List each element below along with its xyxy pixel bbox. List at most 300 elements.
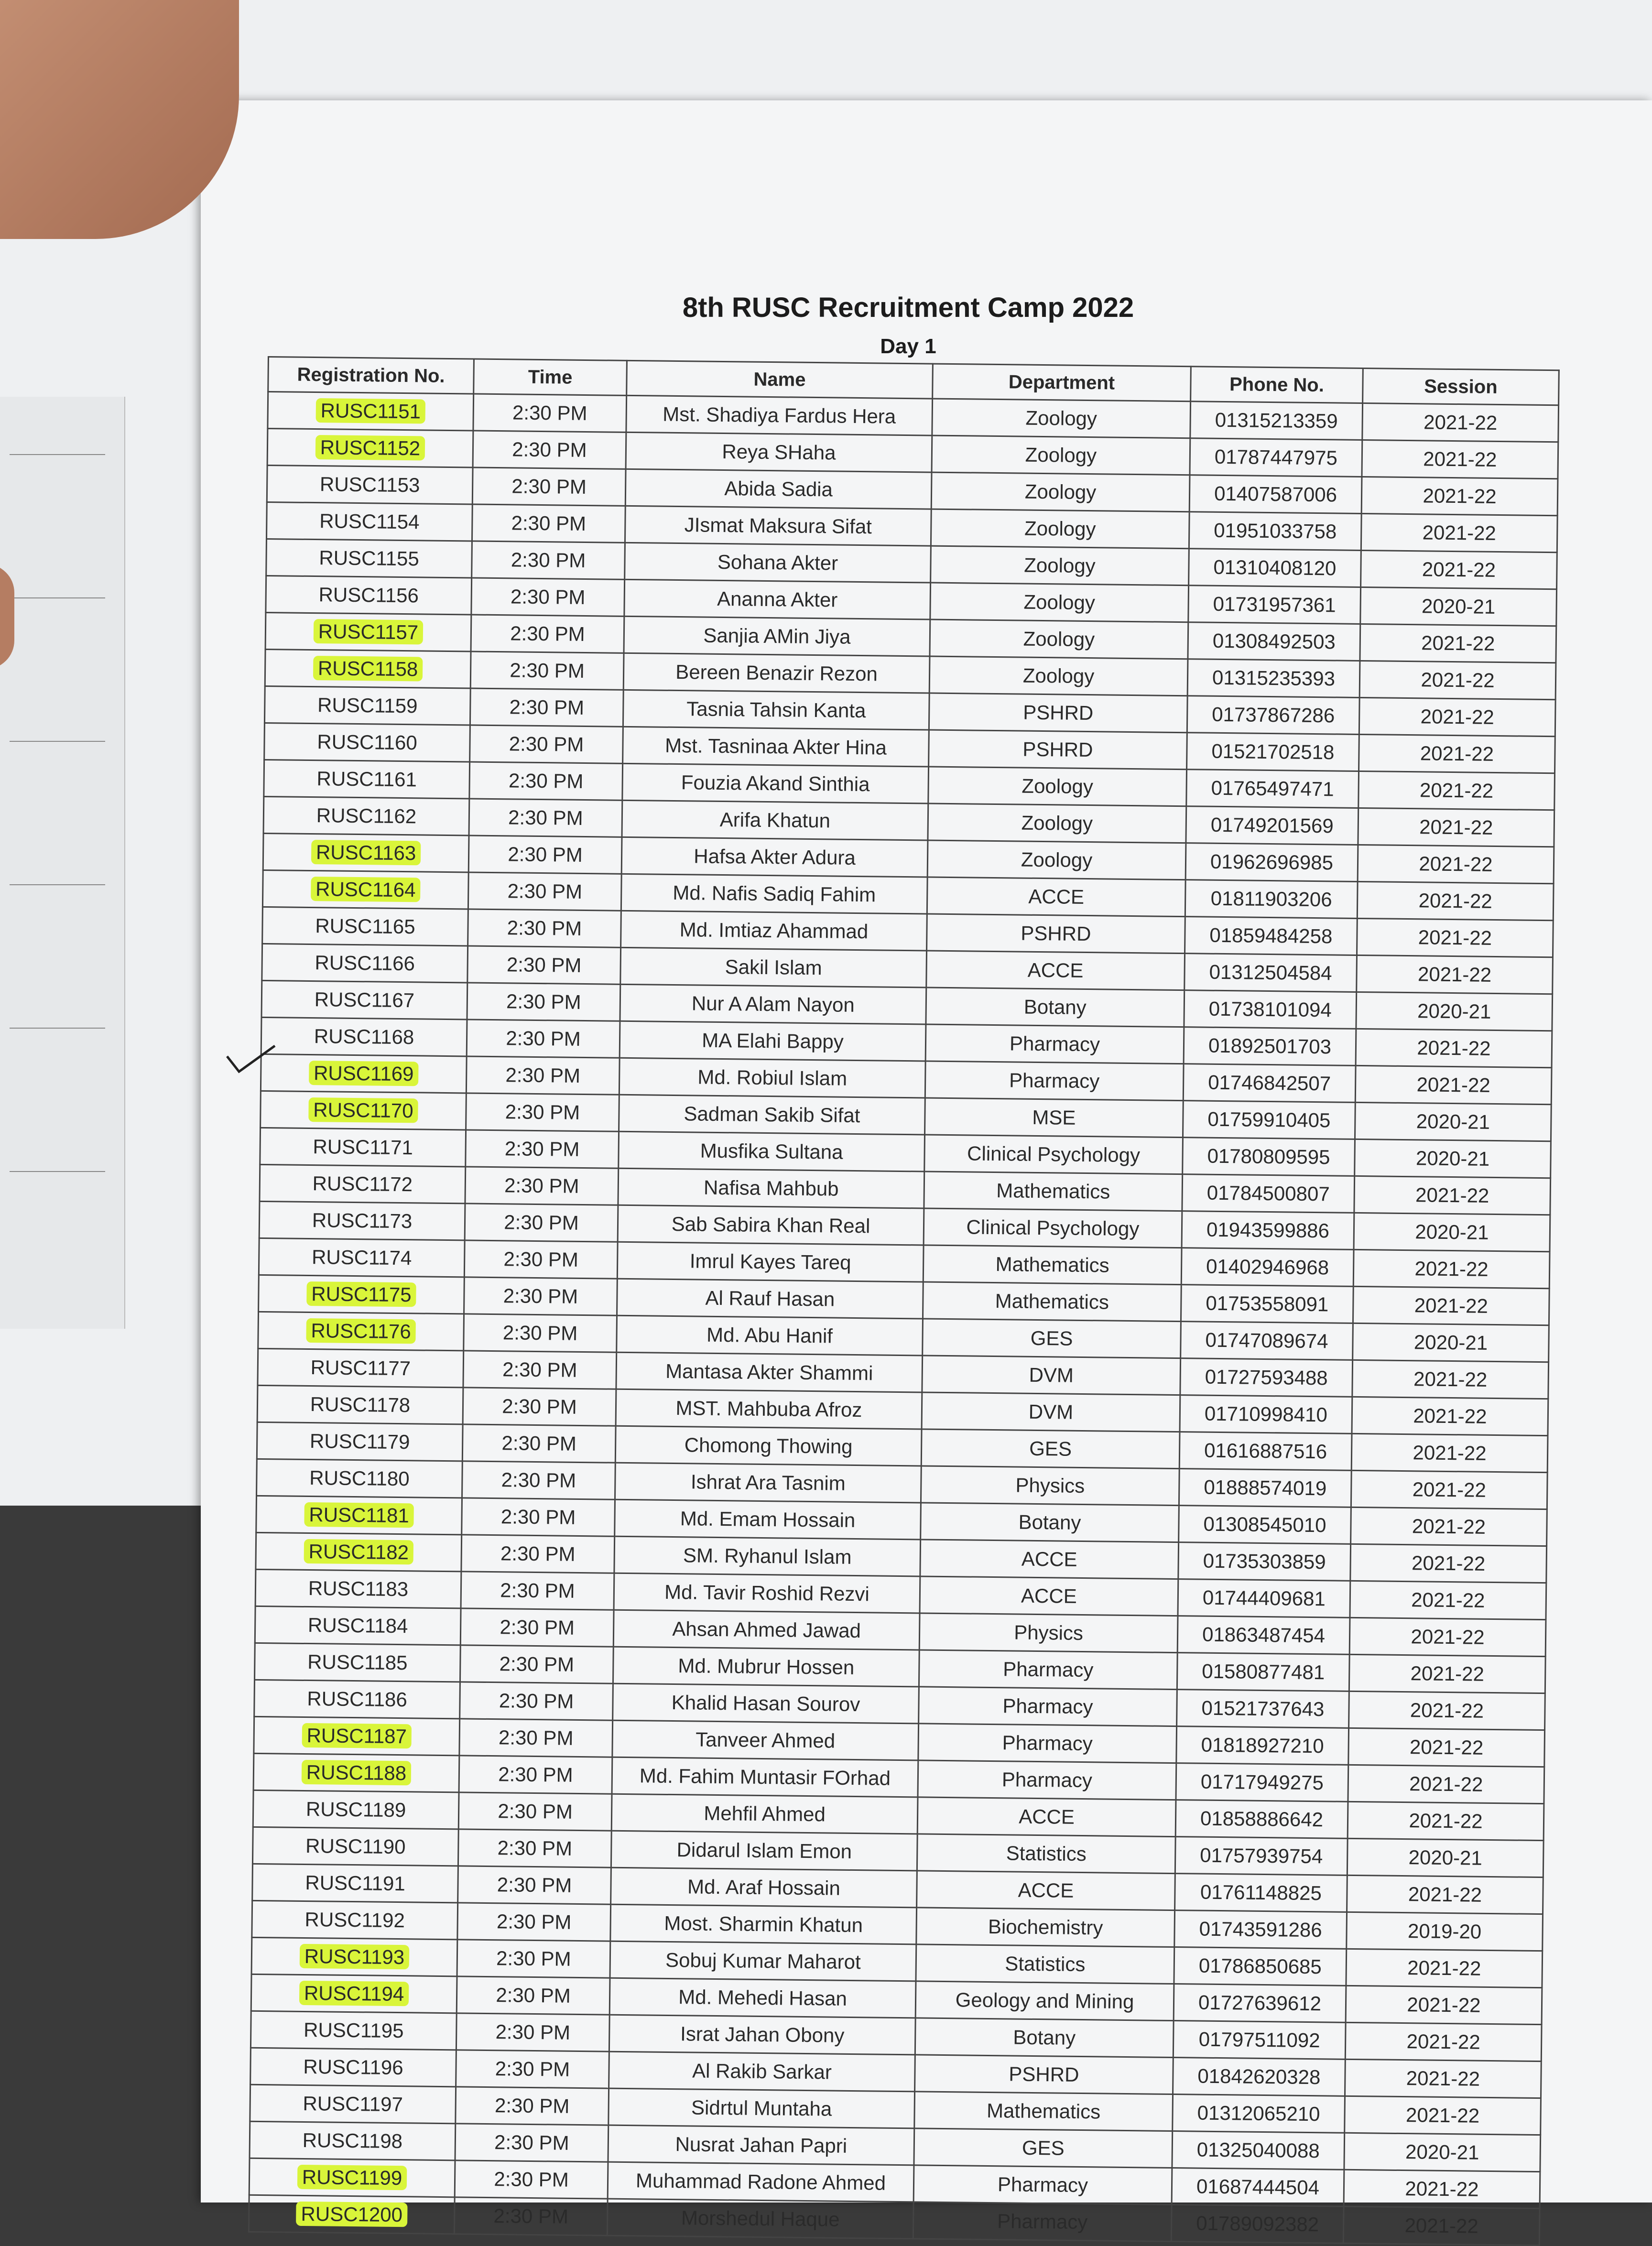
table-cell-session: 2019-20 [1347, 1912, 1543, 1951]
table-cell-phone: 01737867286 [1187, 696, 1359, 735]
registration-number: RUSC1159 [317, 694, 418, 717]
table-cell-phone: 01521737643 [1177, 1690, 1349, 1728]
table-cell-phone: 01818927210 [1176, 1726, 1349, 1765]
table-cell-time: 2:30 PM [466, 1130, 619, 1168]
registration-number: RUSC1157 [314, 619, 424, 644]
table-cell-dept: Clinical Psychology [924, 1135, 1183, 1174]
table-cell-name: Al Rakib Sarkar [609, 2051, 915, 2092]
table-cell-name: Sakil Islam [620, 947, 927, 987]
registration-number: RUSC1200 [296, 2202, 407, 2227]
table-cell-dept: ACCE [917, 1797, 1176, 1837]
registration-number: RUSC1168 [314, 1025, 414, 1049]
table-cell-time: 2:30 PM [464, 1240, 618, 1279]
table-cell-reg [258, 1348, 464, 1387]
table-cell-session: 2021-22 [1360, 624, 1556, 662]
table-cell-reg [261, 1017, 467, 1056]
table-cell-dept: Botany [915, 2018, 1174, 2058]
table-cell-session: 2020-21 [1354, 1213, 1550, 1251]
table-cell-dept: PSHRD [929, 693, 1187, 733]
table-cell-dept: PSHRD [927, 914, 1185, 954]
table-cell-session: 2021-22 [1352, 1397, 1548, 1435]
table-cell-phone: 01407587006 [1189, 475, 1362, 514]
table-cell-name: Mehfil Ahmed [611, 1794, 918, 1834]
table-cell-dept: GES [923, 1319, 1181, 1358]
table-cell-name: Md. Nafis Sadiq Fahim [621, 874, 927, 914]
table-cell-phone: 01747089674 [1181, 1322, 1353, 1360]
table-cell-reg [253, 1790, 459, 1829]
table-cell-dept: Zoology [928, 767, 1187, 806]
table-cell-time: 2:30 PM [467, 946, 621, 984]
table-cell-session: 2021-22 [1357, 955, 1553, 994]
table-cell-session: 2021-22 [1350, 1544, 1547, 1583]
table-cell-name: Tanveer Ahmed [612, 1720, 919, 1760]
table-cell-time: 2:30 PM [458, 1829, 611, 1867]
table-cell-session: 2021-22 [1352, 1360, 1549, 1399]
table-cell-session: 2021-22 [1344, 2170, 1540, 2208]
registration-number: RUSC1197 [303, 2092, 403, 2116]
table-cell-session: 2021-22 [1359, 771, 1555, 810]
table-cell-session: 2021-22 [1356, 1029, 1552, 1067]
table-cell-reg [252, 1864, 458, 1902]
table-cell-name: Sab Sabira Khan Real [618, 1205, 924, 1245]
table-cell-time: 2:30 PM [461, 1572, 614, 1610]
registration-number: RUSC1167 [314, 988, 415, 1012]
table-cell-time: 2:30 PM [462, 1424, 616, 1463]
table-cell-time: 2:30 PM [454, 2197, 608, 2235]
table-cell-phone: 01727593488 [1180, 1358, 1353, 1397]
table-cell-dept: ACCE [927, 877, 1185, 917]
table-cell-session: 2021-22 [1351, 1507, 1547, 1546]
side-sheet-rule [10, 741, 105, 742]
table-cell-dept: Botany [926, 987, 1185, 1027]
table-cell-reg [255, 1606, 461, 1645]
registration-number: RUSC1164 [311, 877, 421, 902]
side-sheet [0, 397, 125, 1329]
table-cell-reg [268, 392, 474, 431]
table-cell-dept: Botany [921, 1503, 1179, 1542]
registration-number: RUSC1180 [309, 1466, 410, 1490]
table-cell-reg [265, 612, 471, 651]
table-cell-dept: DVM [922, 1356, 1181, 1395]
table-cell-time: 2:30 PM [463, 1388, 616, 1426]
table-cell-session: 2021-22 [1354, 1176, 1551, 1215]
table-cell-time: 2:30 PM [456, 1976, 610, 2015]
table-cell-reg [264, 723, 470, 761]
table-cell-reg [251, 1974, 457, 2013]
table-cell-phone: 01749201569 [1186, 806, 1359, 845]
table-cell-name: Israt Jahan Obony [609, 2015, 915, 2055]
table-cell-session: 2020-21 [1360, 587, 1557, 626]
column-header: Name [627, 360, 933, 399]
table-cell-session: 2021-22 [1349, 1691, 1545, 1730]
table-cell-session: 2020-21 [1347, 1838, 1543, 1877]
table-cell-dept: Physics [921, 1466, 1179, 1506]
handwritten-check-mark-icon [225, 1042, 277, 1075]
table-cell-session: 2021-22 [1358, 808, 1554, 846]
registration-number: RUSC1153 [319, 473, 420, 497]
table-cell-phone: 01325040088 [1172, 2131, 1345, 2170]
table-cell-time: 2:30 PM [468, 872, 621, 911]
table-cell-phone: 01744409681 [1178, 1579, 1350, 1618]
table-cell-reg [260, 1128, 466, 1166]
column-header: Time [474, 359, 627, 395]
table-cell-phone: 01402946968 [1181, 1248, 1354, 1287]
table-cell-dept: GES [914, 2128, 1173, 2168]
registration-number: RUSC1156 [318, 583, 419, 607]
table-cell-name: Mst. Shadiya Fardus Hera [626, 395, 933, 435]
table-cell-dept: Mathematics [924, 1172, 1183, 1211]
table-cell-time: 2:30 PM [468, 835, 622, 874]
table-cell-reg [257, 1422, 463, 1461]
table-cell-session: 2021-22 [1345, 2022, 1542, 2061]
table-cell-reg [262, 907, 468, 945]
table-cell-reg [250, 2048, 456, 2086]
registration-number: RUSC1169 [309, 1061, 419, 1086]
table-cell-dept: ACCE [920, 1576, 1178, 1616]
table-cell-session: 2021-22 [1349, 1617, 1546, 1656]
table-cell-name: Sadman Sakib Sifat [619, 1095, 925, 1135]
table-cell-dept: GES [921, 1429, 1180, 1469]
table-cell-dept: Pharmacy [913, 2165, 1172, 2205]
table-cell-name: JIsmat Maksura Sifat [625, 506, 931, 546]
registration-number: RUSC1171 [313, 1135, 413, 1159]
table-cell-reg [261, 980, 467, 1019]
table-cell-session: 2021-22 [1357, 881, 1554, 920]
registration-number: RUSC1155 [319, 546, 419, 570]
table-cell-name: Md. Robiul Islam [619, 1058, 925, 1098]
table-cell-dept: Zoology [931, 509, 1189, 549]
table-cell-phone: 01858886642 [1175, 1800, 1348, 1839]
table-cell-name: Mst. Tasninaa Akter Hina [623, 727, 929, 767]
table-cell-phone: 01521702518 [1187, 733, 1359, 771]
registration-number: RUSC1163 [311, 840, 421, 865]
document-title: 8th RUSC Recruitment Camp 2022 [682, 292, 1134, 323]
table-cell-time: 2:30 PM [458, 1792, 612, 1831]
table-cell-time: 2:30 PM [459, 1719, 613, 1757]
table-cell-phone: 01308492503 [1188, 622, 1360, 661]
table-cell-dept: Zoology [927, 840, 1186, 880]
table-cell-dept: Geology and Mining [915, 1981, 1174, 2021]
table-cell-name: Sobuj Kumar Maharot [610, 1941, 916, 1981]
table-cell-dept: PSHRD [915, 2055, 1174, 2094]
table-cell-phone: 01616887516 [1179, 1432, 1352, 1471]
side-sheet-rule [10, 1171, 105, 1172]
table-cell-time: 2:30 PM [470, 651, 624, 690]
registration-number: RUSC1182 [304, 1539, 413, 1564]
table-cell-session: 2021-22 [1350, 1581, 1546, 1619]
table-cell-phone: 01759910405 [1183, 1101, 1355, 1139]
registration-number: RUSC1165 [315, 914, 415, 938]
table-cell-name: Md. Araf Hossain [611, 1867, 917, 1908]
table-cell-name: MA Elahi Bappy [620, 1021, 926, 1061]
table-cell-session: 2020-21 [1355, 1139, 1551, 1178]
table-cell-dept: Zoology [928, 803, 1186, 843]
table-cell-session: 2021-22 [1345, 2096, 1541, 2135]
table-cell-session: 2021-22 [1361, 477, 1558, 515]
table-cell-session: 2021-22 [1353, 1249, 1550, 1288]
table-cell-name: Md. Imtiaz Ahammad [621, 911, 927, 951]
table-cell-phone: 01811903206 [1185, 880, 1358, 919]
table-cell-time: 2:30 PM [460, 1682, 613, 1720]
table-cell-time: 2:30 PM [456, 2013, 609, 2051]
table-cell-dept: DVM [922, 1392, 1180, 1432]
table-cell-name: Ananna Akter [624, 579, 931, 619]
table-cell-time: 2:30 PM [473, 394, 627, 432]
side-sheet-rule [10, 884, 105, 885]
registration-number: RUSC1184 [307, 1614, 408, 1638]
table-cell-phone: 01859484258 [1185, 917, 1358, 955]
registration-number: RUSC1174 [311, 1246, 412, 1269]
table-cell-time: 2:30 PM [465, 1167, 619, 1205]
table-cell-dept: Pharmacy [925, 1024, 1184, 1064]
registration-number: RUSC1178 [310, 1393, 411, 1417]
side-sheet-rule [10, 597, 105, 598]
table-cell-phone: 01761148825 [1175, 1874, 1348, 1912]
table-cell-dept: Statistics [916, 1944, 1174, 1984]
table-cell-time: 2:30 PM [472, 504, 625, 543]
table-cell-session: 2021-22 [1353, 1286, 1549, 1325]
table-cell-time: 2:30 PM [455, 2124, 609, 2162]
table-cell-dept: Pharmacy [925, 1061, 1184, 1101]
table-cell-reg [256, 1496, 462, 1534]
table-cell-reg [262, 870, 468, 909]
table-cell-time: 2:30 PM [471, 578, 625, 616]
table-cell-time: 2:30 PM [463, 1351, 617, 1389]
table-cell-reg [266, 539, 472, 577]
table-cell-session: 2021-22 [1358, 845, 1554, 883]
table-cell-session: 2021-22 [1348, 1801, 1544, 1840]
table-cell-dept: ACCE [926, 951, 1185, 990]
registration-number: RUSC1152 [315, 435, 425, 460]
registration-number: RUSC1154 [319, 510, 420, 533]
registration-number: RUSC1175 [306, 1281, 416, 1307]
table-cell-phone: 01312065210 [1173, 2094, 1345, 2133]
table-cell-time: 2:30 PM [462, 1498, 615, 1536]
table-cell-reg [265, 649, 471, 688]
table-cell-name: Musfika Sultana [619, 1131, 925, 1172]
table-cell-reg [255, 1569, 461, 1608]
table-cell-time: 2:30 PM [457, 1940, 610, 1978]
registration-number: RUSC1173 [312, 1209, 413, 1233]
table-cell-phone: 01784500807 [1182, 1174, 1355, 1213]
table-cell-phone: 01888574019 [1179, 1469, 1351, 1508]
table-cell-reg [257, 1459, 463, 1497]
table-cell-phone: 01863487454 [1177, 1616, 1350, 1655]
table-cell-session: 2021-22 [1361, 513, 1557, 552]
table-cell-name: Fouzia Akand Sinthia [622, 763, 929, 803]
table-cell-name: Nusrat Jahan Papri [608, 2125, 914, 2165]
table-cell-session: 2021-22 [1362, 440, 1558, 478]
table-cell-session: 2020-21 [1355, 1102, 1551, 1141]
table-cell-time: 2:30 PM [460, 1608, 614, 1647]
table-cell-phone: 01753558091 [1181, 1285, 1353, 1324]
table-cell-phone: 01787447975 [1190, 438, 1362, 477]
table-cell-time: 2:30 PM [466, 1093, 620, 1131]
document-subtitle: Day 1 [880, 335, 936, 358]
table-cell-name: Reya SHaha [626, 432, 932, 472]
table-cell-session: 2021-22 [1355, 1065, 1552, 1104]
table-cell-session: 2021-22 [1361, 550, 1557, 589]
table-cell-phone: 01962696985 [1185, 843, 1358, 882]
table-cell-dept: Zoology [929, 656, 1188, 696]
table-cell-reg [262, 944, 468, 982]
table-cell-session: 2021-22 [1359, 697, 1555, 736]
table-cell-time: 2:30 PM [469, 762, 623, 800]
table-cell-reg [249, 2195, 455, 2234]
table-cell-name: Chomong Thowing [615, 1426, 922, 1466]
table-cell-phone: 01951033758 [1189, 512, 1361, 551]
table-cell-time: 2:30 PM [472, 467, 626, 506]
registration-number: RUSC1160 [317, 730, 417, 754]
table-cell-name: Md. Tavir Roshid Rezvi [614, 1573, 920, 1613]
table-cell-time: 2:30 PM [460, 1645, 613, 1683]
table-cell-name: Sohana Akter [625, 543, 931, 583]
table-cell-phone: 01687444504 [1172, 2168, 1344, 2207]
table-cell-reg [257, 1385, 463, 1424]
table-cell-name: Ishrat Ara Tasnim [615, 1463, 921, 1503]
registration-number: RUSC1172 [312, 1172, 413, 1196]
table-cell-time: 2:30 PM [469, 799, 622, 837]
table-cell-dept: ACCE [920, 1540, 1179, 1579]
table-cell-session: 2021-22 [1347, 1875, 1543, 1914]
table-cell-name: Mantasa Akter Shammi [616, 1352, 923, 1392]
table-cell-time: 2:30 PM [471, 615, 624, 653]
table-cell-reg [256, 1532, 462, 1571]
table-cell-phone: 01842620328 [1173, 2058, 1346, 2096]
table-cell-time: 2:30 PM [472, 541, 625, 579]
table-cell-time: 2:30 PM [457, 1903, 611, 1941]
table-cell-name: Sidrtul Muntaha [609, 2088, 915, 2128]
registration-number: RUSC1192 [304, 1908, 405, 1932]
table-cell-dept: Zoology [931, 546, 1189, 586]
table-cell-dept: Zoology [930, 583, 1189, 622]
table-cell-reg [254, 1643, 460, 1682]
table-cell-session: 2021-22 [1351, 1433, 1548, 1472]
table-cell-reg [261, 1054, 467, 1093]
table-cell-time: 2:30 PM [455, 2160, 608, 2199]
table-cell-phone: 01580877481 [1177, 1653, 1349, 1692]
registration-number: RUSC1195 [303, 2018, 404, 2042]
table-cell-dept: Mathematics [923, 1282, 1181, 1322]
table-cell-name: Md. Fahim Muntasir FOrhad [612, 1757, 918, 1797]
table-body [249, 392, 1558, 2246]
table-cell-phone: 01310408120 [1189, 549, 1361, 587]
table-cell-reg [266, 575, 472, 614]
table-cell-reg [264, 760, 470, 798]
table-cell-time: 2:30 PM [468, 909, 621, 947]
table-cell-session: 2020-21 [1344, 2133, 1541, 2171]
table-cell-time: 2:30 PM [466, 1056, 620, 1095]
table-cell-time: 2:30 PM [464, 1277, 618, 1315]
registration-number: RUSC1189 [305, 1798, 406, 1822]
table-cell-phone: 01312504584 [1185, 954, 1357, 992]
table-cell-reg [266, 502, 472, 541]
table-cell-name: Sanjia AMin Jiya [624, 616, 930, 656]
table-cell-reg [253, 1753, 459, 1792]
table-cell-name: Didarul Islam Emon [611, 1831, 917, 1871]
table-cell-reg [250, 2011, 456, 2050]
table-cell-reg [259, 1201, 465, 1240]
table-cell-name: Muhammad Radone Ahmed [608, 2162, 914, 2202]
table-cell-phone: 01892501703 [1184, 1027, 1356, 1066]
table-cell-session: 2021-22 [1362, 403, 1559, 442]
table-cell-session: 2021-22 [1359, 734, 1555, 773]
table-cell-reg [250, 2084, 456, 2123]
registration-number: RUSC1198 [302, 2128, 403, 2153]
column-header: Session [1363, 368, 1559, 405]
table-cell-dept: PSHRD [929, 730, 1187, 770]
registration-number: RUSC1177 [310, 1356, 411, 1380]
registration-number: RUSC1186 [307, 1687, 407, 1711]
table-cell-time: 2:30 PM [456, 2050, 609, 2088]
table-cell-reg [254, 1680, 460, 1718]
table-cell-session: 2021-22 [1343, 2206, 1540, 2245]
table-cell-phone: 01308545010 [1179, 1506, 1351, 1544]
side-sheet-rule [10, 1028, 105, 1029]
table-cell-dept: Pharmacy [913, 2202, 1172, 2242]
registration-number: RUSC1162 [316, 804, 417, 828]
table-cell-name: Most. Sharmin Khatun [610, 1904, 917, 1944]
registration-number: RUSC1181 [304, 1502, 414, 1528]
table-cell-reg [252, 1827, 458, 1866]
table-cell-time: 2:30 PM [461, 1535, 615, 1573]
table-cell-reg [260, 1164, 466, 1203]
registration-number: RUSC1187 [302, 1723, 412, 1748]
table-cell-reg [252, 1900, 458, 1939]
column-header: Department [933, 364, 1191, 401]
registration-number: RUSC1196 [303, 2055, 403, 2079]
table-cell-reg [251, 1937, 457, 1976]
table-cell-phone: 01757939754 [1175, 1837, 1348, 1876]
table-cell-time: 2:30 PM [462, 1461, 616, 1499]
table-cell-time: 2:30 PM [470, 688, 623, 727]
table-cell-name: Md. Mubrur Hossen [613, 1647, 919, 1687]
table-cell-session: 2021-22 [1359, 661, 1556, 699]
recruitment-table [248, 356, 1560, 2246]
table-cell-dept: Mathematics [923, 1245, 1182, 1285]
table-cell-time: 2:30 PM [456, 2087, 609, 2125]
registration-number: RUSC1183 [308, 1577, 409, 1601]
table-cell-session: 2020-21 [1353, 1323, 1549, 1362]
table-cell-name: Md. Emam Hossain [615, 1499, 921, 1540]
table-cell-phone: 01789092382 [1171, 2205, 1344, 2244]
table-cell-phone: 01717949275 [1176, 1763, 1348, 1802]
table-cell-dept: Pharmacy [918, 1724, 1177, 1763]
table-cell-session: 2021-22 [1351, 1470, 1547, 1509]
table-cell-phone: 01727639612 [1174, 1984, 1346, 2023]
table-cell-session: 2021-22 [1357, 918, 1553, 957]
table-cell-time: 2:30 PM [458, 1866, 611, 1904]
table-cell-dept: Zoology [932, 435, 1190, 475]
table-cell-phone: 01315235393 [1187, 659, 1360, 698]
table-cell-session: 2021-22 [1349, 1654, 1545, 1693]
table-cell-name: Ahsan Ahmed Jawad [613, 1610, 920, 1650]
table-cell-dept: Mathematics [914, 2092, 1173, 2131]
table-cell-reg [263, 833, 469, 872]
table-cell-name: Khalid Hasan Sourov [613, 1683, 919, 1724]
column-header: Phone No. [1191, 367, 1363, 403]
table-cell-dept: Zoology [930, 619, 1188, 659]
table-cell-name: Al Rauf Hasan [617, 1279, 924, 1319]
table-cell-reg [259, 1238, 465, 1277]
table-cell-time: 2:30 PM [467, 1020, 620, 1058]
registration-number: RUSC1176 [306, 1318, 416, 1344]
table-cell-reg [250, 2121, 456, 2160]
table-cell-session: 2021-22 [1346, 1986, 1542, 2024]
table-cell-name: Md. Mehedi Hasan [609, 1978, 916, 2018]
table-cell-dept: Physics [919, 1613, 1178, 1653]
table-cell-dept: Pharmacy [919, 1650, 1177, 1690]
